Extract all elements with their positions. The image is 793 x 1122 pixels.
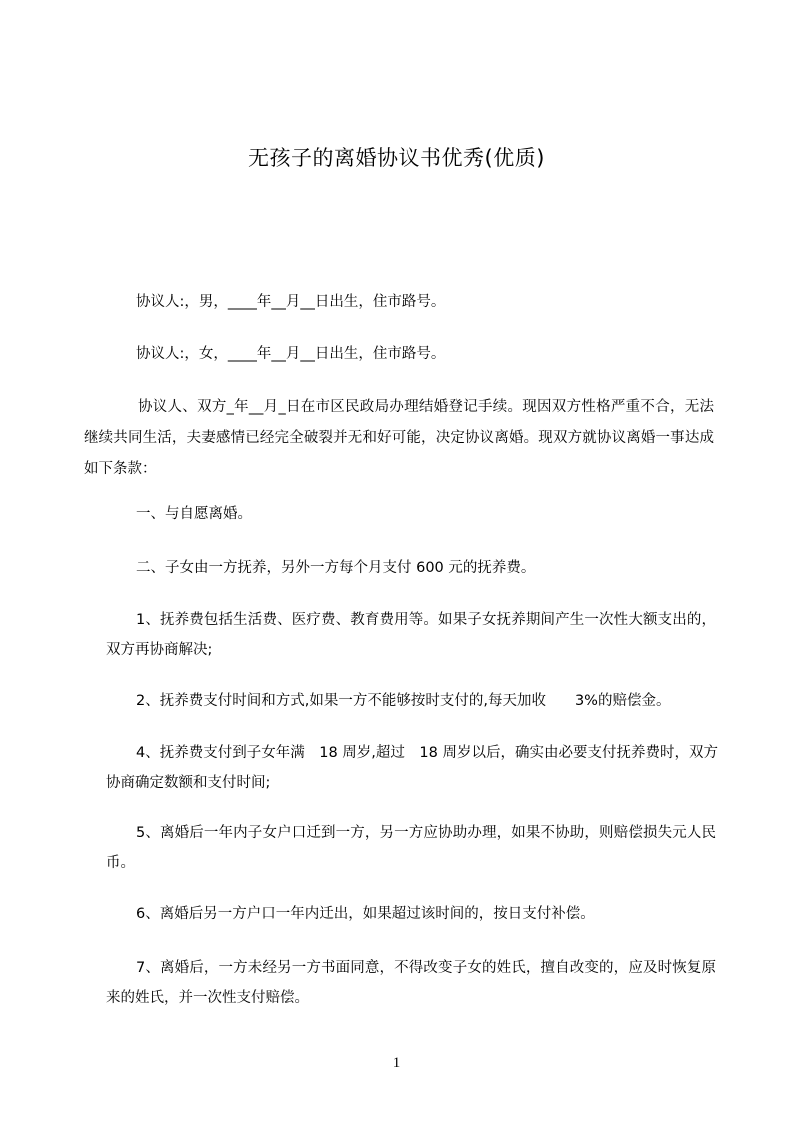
paragraph-clause-1: 一、与自愿离婚。	[136, 506, 252, 522]
document-title: 无孩子的离婚协议书优秀(优质)	[248, 146, 545, 170]
page-number: 1	[392, 1055, 401, 1071]
paragraph-party-male: 协议人:，男，____年__月__日出生，住市路号。	[136, 294, 446, 310]
paragraph-item-1: 1、抚养费包括生活费、医疗费、教育费用等。如果子女抚养期间产生一次性大额支出的，双方再协商解决;	[106, 612, 716, 658]
paragraph-preamble: 协议人、双方_年__月_日在市区民政局办理结婚登记手续。现因双方性格严重不合，无法继续共同生活，夫妻感情已经完全破裂并无和好可能，决定协议离婚。现双方就协议离婚一事达成如下条款：	[84, 399, 714, 477]
paragraph-item-5: 5、离婚后一年内子女户口迁到一方，另一方应协助办理，如果不协助，则赔偿损失元人民币。	[106, 825, 716, 871]
paragraph-clause-2: 二、子女由一方抚养，另外一方每个月支付 600 元的抚养费。	[136, 560, 536, 576]
paragraph-item-6: 6、离婚后另一方户口一年内迁出，如果超过该时间的，按日支付补偿。	[136, 906, 595, 922]
paragraph-item-2: 2、抚养费支付时间和方式,如果一方不能够按时支付的,每天加收 3%的赔偿金。	[136, 693, 671, 709]
paragraph-item-4: 4、抚养费支付到子女年满 18 周岁,超过 18 周岁以后，确实由必要支付抚养费时，双方协商确定数额和支付时间;	[106, 745, 718, 791]
paragraph-party-female: 协议人:，女，____年__月__日出生，住市路号。	[136, 346, 446, 362]
paragraph-item-7: 7、离婚后，一方未经另一方书面同意，不得改变子女的姓氏，擅自改变的，应及时恢复原来的姓氏，并一次性支付赔偿。	[106, 960, 716, 1006]
